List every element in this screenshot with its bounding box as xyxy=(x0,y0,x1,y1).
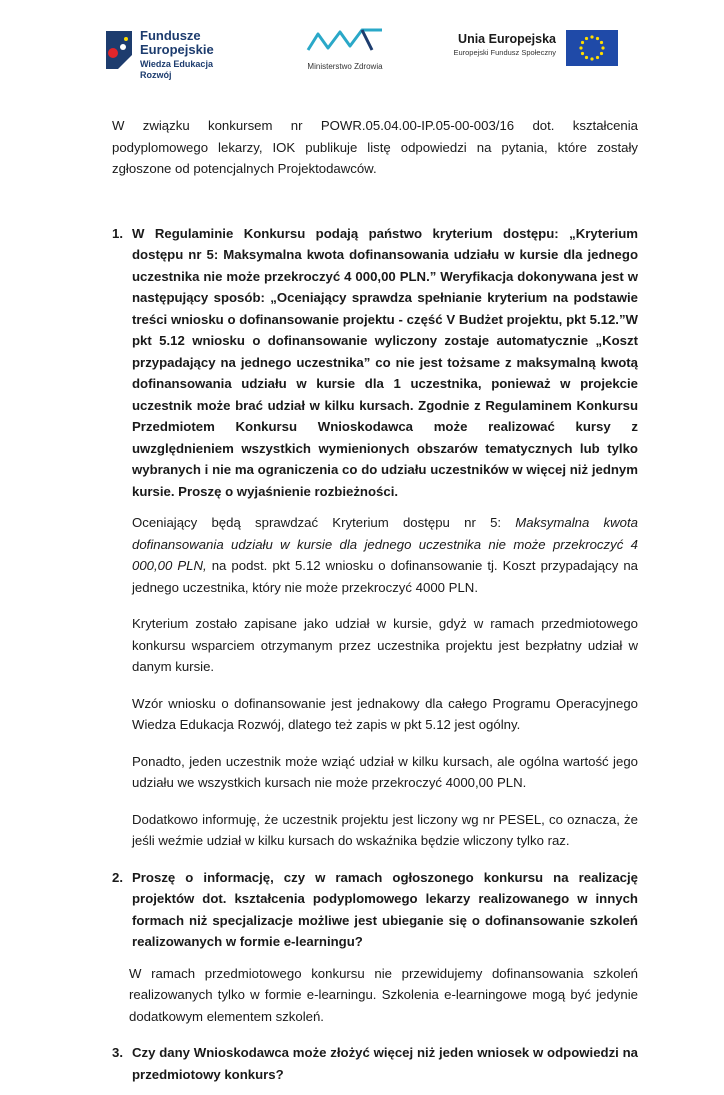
answer-1-paragraph-5: Dodatkowo informuję, że uczestnik projektu jest liczony wg nr PESEL, co oznacza, że jeśli weźmie udział w kilku kursach do wskaźnika będzie wliczony tylko raz. xyxy=(132,811,638,848)
unia-europejska-logo xyxy=(446,30,626,78)
answer-2-paragraph: W ramach przedmiotowego konkursu nie przewidujemy dofinansowania szkoleń realizowanych tylko w formie e-learningu. Szkolenia e-learningowe mogą być jedynie dodatkowym elementem szkoleń. xyxy=(129,965,638,1024)
ministerstwo-zdrowia-logo xyxy=(300,24,390,80)
ue-subtitle: Europejski Fundusz Społeczny xyxy=(453,48,556,57)
question-3 xyxy=(112,1042,638,1085)
page-header xyxy=(0,18,724,88)
fe-title-1: Fundusze xyxy=(140,28,201,43)
eu-stars-icon xyxy=(566,30,618,66)
answer-1-paragraph-2: Kryterium zostało zapisane jako udział w kursie, gdyż w ramach przedmiotowego konkursu wsparciem otrzymanym przez uczestnika projektu jest bezpłatny udział w danym kursie. xyxy=(132,616,638,674)
question-3-number: 3. xyxy=(112,1045,123,1060)
question-1 xyxy=(112,223,638,503)
answer-1-post: na podst. pkt 5.12 wniosku o dofinansowanie tj. Koszt przypadający na jednego uczestnika, który nie może przekroczyć 4000 PLN. xyxy=(132,558,638,595)
ue-text xyxy=(446,32,556,59)
document-body xyxy=(112,115,638,1095)
question-2-number: 2. xyxy=(112,869,123,885)
answer-1-paragraph-3: Wzór wniosku o dofinansowanie jest jednakowy dla całego Programu Operacyjnego Wiedza Edukacja Rozwój, dlatego też zapis w pkt 5.12 jest ogólny. xyxy=(132,695,638,732)
mz-wave-icon xyxy=(300,24,390,60)
answer-1-pre: Oceniający będą sprawdzać Kryterium dostępu nr 5: xyxy=(132,515,516,530)
fundusze-europejskie-text xyxy=(140,29,244,81)
mz-caption: Ministerstwo Zdrowia xyxy=(307,62,383,71)
intro-paragraph: W związku konkursem nr POWR.05.04.00-IP.05-00-003/16 dot. kształcenia podyplomowego lekarzy, IOK publikuje listę odpowiedzi na pytania, które zostały zgłoszone od potencjalnych Projektodawców. xyxy=(112,118,638,176)
fundusze-europejskie-logo xyxy=(104,25,244,80)
fe-subtitle: Wiedza Edukacja Rozwój xyxy=(140,59,213,80)
eu-flag-icon xyxy=(566,30,618,66)
answer-1-paragraph-4: Ponadto, jeden uczestnik może wziąć udział w kilku kursach, ale ogólna wartość jego udziału we wszystkich kursach nie może przekroczyć 4000,00 PLN. xyxy=(132,753,638,790)
question-3-text: Czy dany Wnioskodawca może złożyć więcej niż jeden wniosek w odpowiedzi na przedmiotowy konkurs? xyxy=(132,1045,638,1082)
question-1-text: W Regulaminie Konkursu podają państwo kryterium dostępu: „Kryterium dostępu nr 5: Maksymalna kwota dofinansowania udziału w kursie dla jednego uczestnika nie może przekroczyć 4 000,00 PLN.” Weryfikacja dokonywana jest w następujący sposób: „Oceniający sprawdza spełnianie kryterium na podstawie treści wniosku o dofinansowanie projektu - część V Budżet projektu, pkt 5.12.”W pkt 5.12 wniosku o dofinansowanie wyliczony zostaje automatycznie „Koszt przypadający na jednego uczestnika” co nie jest tożsame z maksymalną kwotą dofinansowania udziału w kursie dla 1 uczestnika, ponieważ w projekcie uczestnik może brać udział w kilku kursach. Zgodnie z Regulaminem Konkursu Przedmiotem Konkursu Wnioskodawca może realizować kursy z uwzględnieniem wszystkich wymienionych obszarów tematycznych lub tylko wybranych i nie ma ograniczenia co do udziału uczestników w więcej niż jednym kursie. Proszę o wyjaśnienie rozbieżności. xyxy=(132,225,638,499)
fe-title-2: Europejskie xyxy=(140,42,214,57)
answer-1-paragraph-1 xyxy=(132,512,638,598)
ue-title: Unia Europejska xyxy=(458,32,556,46)
answer-1-italic: Maksymalna kwota dofinansowania udziału w kursie dla jednego uczestnika nie może przekroczyć 4 000,00 PLN, xyxy=(132,515,638,573)
question-1-number: 1. xyxy=(112,225,123,241)
question-2 xyxy=(112,867,638,953)
question-2-text: Proszę o informację, czy w ramach ogłoszonego konkursu na realizację projektów dot. kształcenia podyplomowego lekarzy realizowanego w innych formach niż specjalizacje możliwe jest ubieganie się o dofinansowanie szkoleń realizowanych w formie e-learningu? xyxy=(132,869,638,949)
fundusze-europejskie-mark-icon xyxy=(104,27,134,73)
